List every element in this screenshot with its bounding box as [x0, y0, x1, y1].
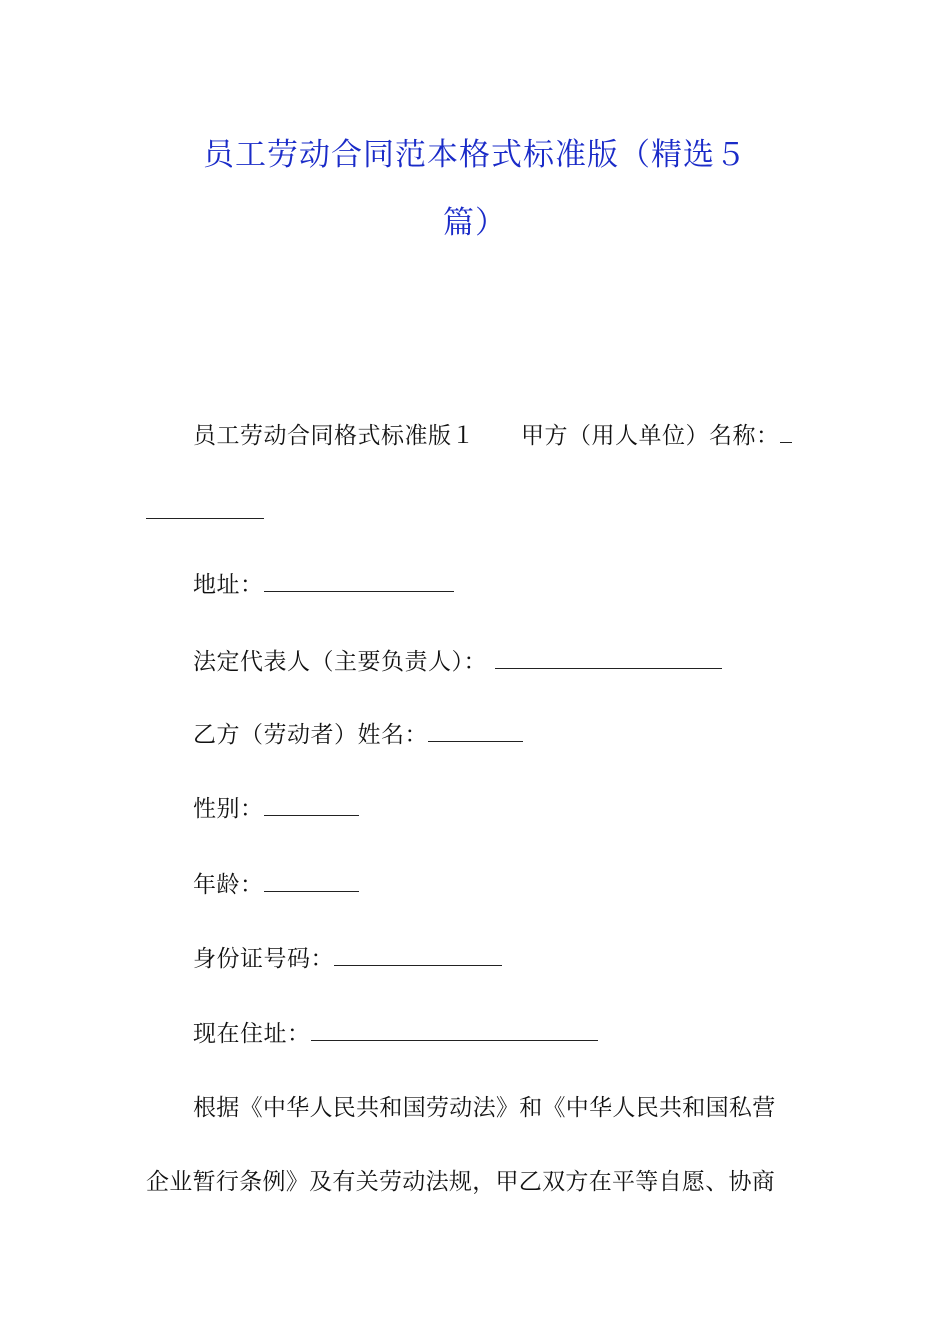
body-line-1: 根据《中华人民共和国劳动法》和《中华人民共和国私营	[193, 1095, 776, 1121]
address-line	[193, 573, 454, 597]
id-line	[193, 947, 502, 971]
id-blank	[334, 947, 502, 966]
age-label: 年龄：	[193, 872, 264, 898]
party-a-blank	[146, 500, 264, 519]
age-line	[193, 873, 359, 897]
party-a-blank-line	[146, 500, 264, 524]
party-b-blank	[428, 723, 523, 742]
body-line-2: 企业暂行条例》及有关劳动法规，甲乙双方在平等自愿、协商	[146, 1169, 776, 1195]
legal-rep-label: 法定代表人（主要负责人）：	[193, 649, 487, 675]
party-a-line	[193, 424, 792, 448]
current-address-label: 现在住址：	[193, 1021, 311, 1047]
document-title-line-2: 篇）	[443, 205, 507, 241]
legal-rep-line	[193, 650, 722, 674]
current-address-line	[193, 1022, 598, 1046]
legal-rep-blank	[495, 650, 722, 669]
address-blank	[264, 573, 454, 592]
party-a-label: 甲方（用人单位）名称：	[521, 423, 780, 449]
age-blank	[264, 873, 359, 892]
document-title-line-1: 员工劳动合同范本格式标准版（精选５	[203, 137, 747, 173]
gender-line	[193, 797, 359, 821]
party-b-label: 乙方（劳动者）姓名：	[193, 722, 428, 748]
gender-blank	[264, 797, 359, 816]
section-heading: 员工劳动合同格式标准版１	[193, 423, 475, 449]
current-address-blank	[311, 1022, 598, 1041]
address-label: 地址：	[193, 572, 264, 598]
party-b-line	[193, 723, 523, 747]
id-label: 身份证号码：	[193, 946, 334, 972]
party-a-blank-start	[780, 424, 792, 443]
gender-label: 性别：	[193, 796, 264, 822]
